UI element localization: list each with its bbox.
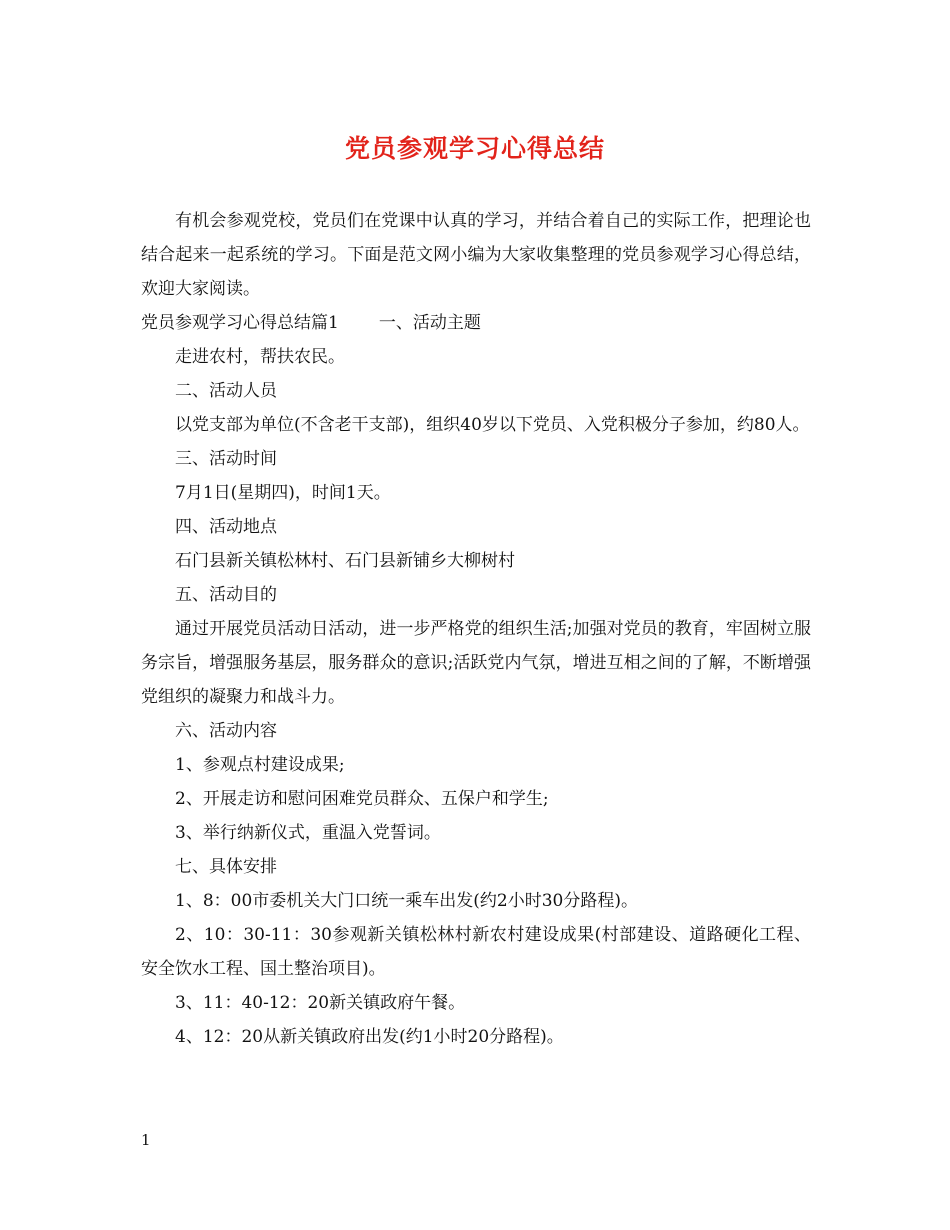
item-3-body: 7月1日(星期四)，时间1天。 [175,483,391,503]
item-7-heading: 七、具体安排 [175,857,277,877]
list-item: 2、10：30-11：30参观新关镇松林村新农村建设成果(村部建设、道路硬化工程、安全饮水工程、国土整治项目)。 [141,925,811,979]
list-item: 1、参观点村建设成果; [175,755,345,775]
section-heading-line [141,306,811,340]
item-5-heading: 五、活动目的 [175,585,277,605]
document-body [141,204,811,1054]
list-item: 4、12：20从新关镇政府出发(约1小时20分路程)。 [175,1027,564,1047]
page-number: 1 [141,1131,151,1149]
section-heading: 党员参观学习心得总结篇1 [141,313,339,333]
item-5-body: 通过开展党员活动日活动，进一步严格党的组织生活;加强对党员的教育，牢固树立服务宗旨，增强服务基层，服务群众的意识;活跃党内气氛，增进互相之间的了解，不断增强党组织的凝聚力和战斗力。 [141,619,811,707]
item-4-heading: 四、活动地点 [175,517,277,537]
item-2-heading: 二、活动人员 [175,381,277,401]
item-2-body: 以党支部为单位(不含老干支部)，组织40岁以下党员、入党积极分子参加，约80人。 [175,415,810,435]
list-item: 3、11：40-12：20新关镇政府午餐。 [175,993,466,1013]
list-item: 1、8：00市委机关大门口统一乘车出发(约2小时30分路程)。 [175,891,638,911]
list-item: 2、开展走访和慰问困难党员群众、五保户和学生; [175,789,549,809]
item-6-heading: 六、活动内容 [175,721,277,741]
item-1-heading: 一、活动主题 [378,313,481,333]
intro-paragraph: 有机会参观党校，党员们在党课中认真的学习，并结合着自己的实际工作，把理论也结合起来一起系统的学习。下面是范文网小编为大家收集整理的党员参观学习心得总结，欢迎大家阅读。 [141,211,811,299]
item-1-body: 走进农村，帮扶农民。 [175,347,345,367]
document-title: 党员参观学习心得总结 [344,134,605,163]
item-3-heading: 三、活动时间 [175,449,277,469]
list-item: 3、举行纳新仪式，重温入党誓词。 [175,823,441,843]
item-4-body: 石门县新关镇松林村、石门县新铺乡大柳树村 [175,551,515,571]
